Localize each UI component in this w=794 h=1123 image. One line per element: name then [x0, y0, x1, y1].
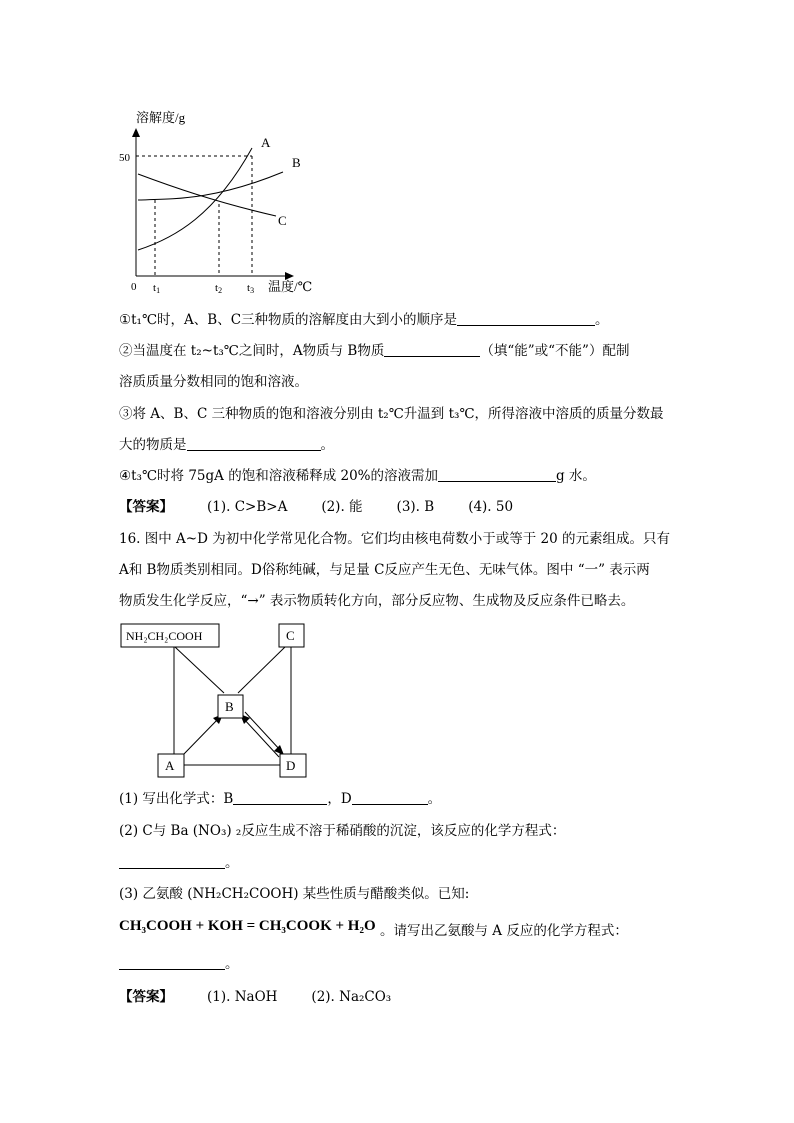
q16-part2: (2) C与 Ba (NO₃) ₂反应生成不溶于稀硝酸的沉淀，该反应的化学方程式： — [119, 823, 566, 839]
x-axis-label: 温度/℃ — [268, 279, 313, 294]
q16-intro-2: A和 B物质类别相同。D俗称纯碱，与足量 C反应产生无色、无味气体。图中 “一” 表示两 — [119, 562, 650, 578]
x-tick-t2: t2 — [215, 282, 223, 295]
q15-part1: ①t₁℃时，A、B、C三种物质的溶解度由大到小的顺序是 。 — [119, 312, 609, 328]
answer-blank[interactable] — [352, 790, 428, 805]
q15-part2: ②当温度在 t₂~t₃℃之间时，A物质与 B物质 （填“能”或“不能”）配制 — [119, 343, 630, 359]
curve-a — [138, 148, 252, 250]
answer-blank[interactable] — [119, 854, 225, 869]
label-a: A — [261, 135, 271, 150]
solubility-chart — [0, 0, 794, 300]
answer-blank[interactable] — [384, 342, 480, 357]
arrow-a-to-b — [182, 718, 219, 756]
link-nh2-b — [175, 647, 224, 693]
origin-label: 0 — [131, 281, 137, 293]
q15-part4: ④t₃℃时将 75gA 的饱和溶液稀释成 20%的溶液需加 g 水。 — [119, 468, 596, 484]
curve-b — [138, 172, 283, 200]
answer-blank[interactable] — [187, 436, 321, 451]
q15-part3: ③将 A、B、C 三种物质的饱和溶液分别由 t₂℃升温到 t₃℃，所得溶液中溶质的质量分数最 — [119, 406, 664, 422]
reference-equation: CH₃COOH + KOH = CH₃COOK + H₂O — [119, 918, 376, 934]
box-a-label: A — [165, 758, 175, 773]
q16-intro-1: 16. 图中 A~D 为初中化学常见化合物。它们均由核电荷数小于或等于 20 的元素组成。只有 — [119, 531, 670, 547]
x-tick-t3: t3 — [247, 282, 255, 295]
q16-part3: (3) 乙氨酸 (NH₂CH₂COOH) 某些性质与醋酸类似。已知: — [119, 886, 470, 902]
q16-part1: (1) 写出化学式：B ，D 。 — [119, 791, 442, 807]
q16-part3-prompt: 。请写出乙氨酸与 A 反应的化学方程式： — [380, 923, 628, 939]
y-axis-arrow — [132, 128, 140, 137]
label-c: C — [278, 213, 287, 228]
answer-blank[interactable] — [119, 955, 225, 970]
box-nh2ch2cooh-label: NH₂CH₂COOH — [126, 629, 203, 643]
q16-answer: 【答案】 (1). NaOH (2). Na₂CO₃ — [119, 989, 392, 1005]
answer-blank[interactable] — [438, 467, 556, 482]
answer-blank[interactable] — [457, 311, 595, 326]
q15-answer: 【答案】 (1). C>B>A (2). 能 (3). B (4). 50 — [119, 499, 514, 515]
arrow-b-to-d — [245, 712, 281, 751]
relation-diagram — [0, 615, 794, 805]
q16-part3-answer: 。 — [119, 954, 239, 974]
x-tick-t1: t1 — [153, 282, 161, 295]
y-tick-50: 50 — [119, 152, 130, 164]
q15-part3-cont: 大的物质是 。 — [119, 437, 334, 453]
answer-blank[interactable] — [233, 790, 327, 805]
y-axis-label: 溶解度/g — [136, 110, 186, 125]
box-d-label: D — [286, 758, 296, 773]
arrow-d-to-b — [243, 718, 279, 757]
q15-part2-cont: 溶质质量分数相同的饱和溶液。 — [119, 374, 308, 390]
q16-intro-3: 物质发生化学反应，“→” 表示物质转化方向，部分反应物、生成物及反应条件已略去。 — [119, 593, 635, 609]
box-b-label: B — [225, 699, 234, 714]
link-c-b — [238, 647, 285, 693]
label-b: B — [292, 155, 301, 170]
q16-part2-answer: 。 — [119, 853, 239, 873]
box-c-label: C — [286, 628, 295, 643]
